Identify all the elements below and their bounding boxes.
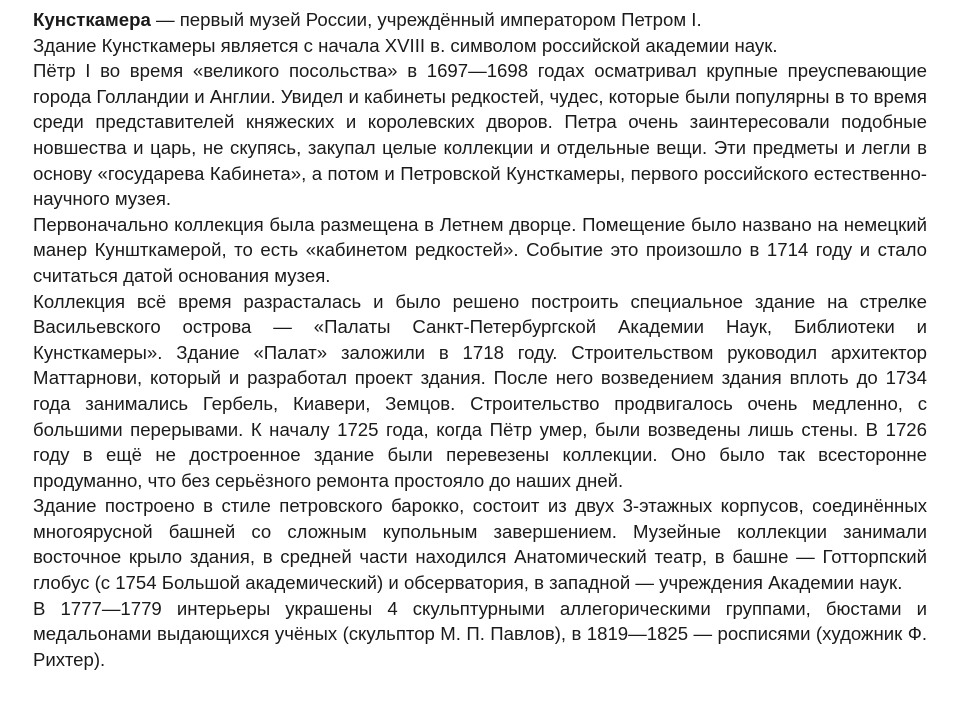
paragraph-architecture [33, 493, 927, 595]
text-body [33, 7, 927, 672]
paragraph-text: Здание построено в стиле петровского барокко, состоит из двух 3-этажных корпусов, соединённых многоярусной башней со сложным купольным завершением. Музейные коллекции занимали восточное крыло здания, в средней части находился Анатомический театр, в башне — Готторпский глобус (с 1754 Большой академический) и обсерватория, в западной — учреждения Академии наук. [33, 495, 927, 594]
paragraph-text: Пётр I во время «великого посольства» в 1697—1698 годах осматривал крупные преуспевающие города Голландии и Англии. Увидел и кабинеты редкостей, чудес, которые были популярны в то время среди представителей княжеских и королевских дворов. Петра очень заинтересовали подобные новшества и царь, не скупясь, закупал целые коллекции и отдельные вещи. Эти предметы и легли в основу «государева Кабинета», а потом и Петровской Кунсткамеры, первого российского естественно-научного музея. [33, 60, 927, 210]
paragraph-summer-palace [33, 212, 927, 289]
paragraph-text: В 1777—1779 интерьеры украшены 4 скульптурными аллегорическими группами, бюстами и медальонами выдающихся учёных (скульптор М. П. Павлов), в 1819—1825 — росписями (художник Ф. Рихтер). [33, 597, 927, 670]
title-term: Кунсткамера [33, 9, 151, 30]
paragraph-text: Здание Кунсткамеры является с начала XVIII в. символом российской академии наук. [33, 34, 778, 56]
paragraph-symbol [33, 33, 927, 59]
paragraph-text: Первоначально коллекция была размещена в Летнем дворце. Помещение было названо на немецкий манер Куншткамерой, то есть «кабинетом редкостей». Событие это произошло в 1714 году и стало считаться датой основания музея. [33, 213, 927, 286]
paragraph-text: Коллекция всё время разрасталась и было решено построить специальное здание на стрелке Васильевского острова — «Палаты Санкт-Петербургской Академии Наук, Библиотеки и Кунсткамеры». Здание «Палат» заложили в 1718 году. Строительством руководил архитектор Маттарнови, который и разработал проект здания. После него возведением здания вплоть до 1734 года занимались Гербель, Киавери, Земцов. Строительство продвигалось очень медленно, с большими перерывами. К началу 1725 года, когда Пётр умер, были возведены лишь стены. В 1726 году в ещё не достроенное здание были перевезены коллекции. Оно было так всесторонне продуманно, что без серьёзного ремонта простояло до наших дней. [33, 290, 927, 491]
paragraph-construction [33, 289, 927, 494]
paragraph-text: — первый музей России, учреждённый императором Петром I. [150, 9, 702, 30]
paragraph-intro [33, 7, 927, 33]
paragraph-interiors [33, 596, 927, 673]
paragraph-great-embassy [33, 58, 927, 212]
